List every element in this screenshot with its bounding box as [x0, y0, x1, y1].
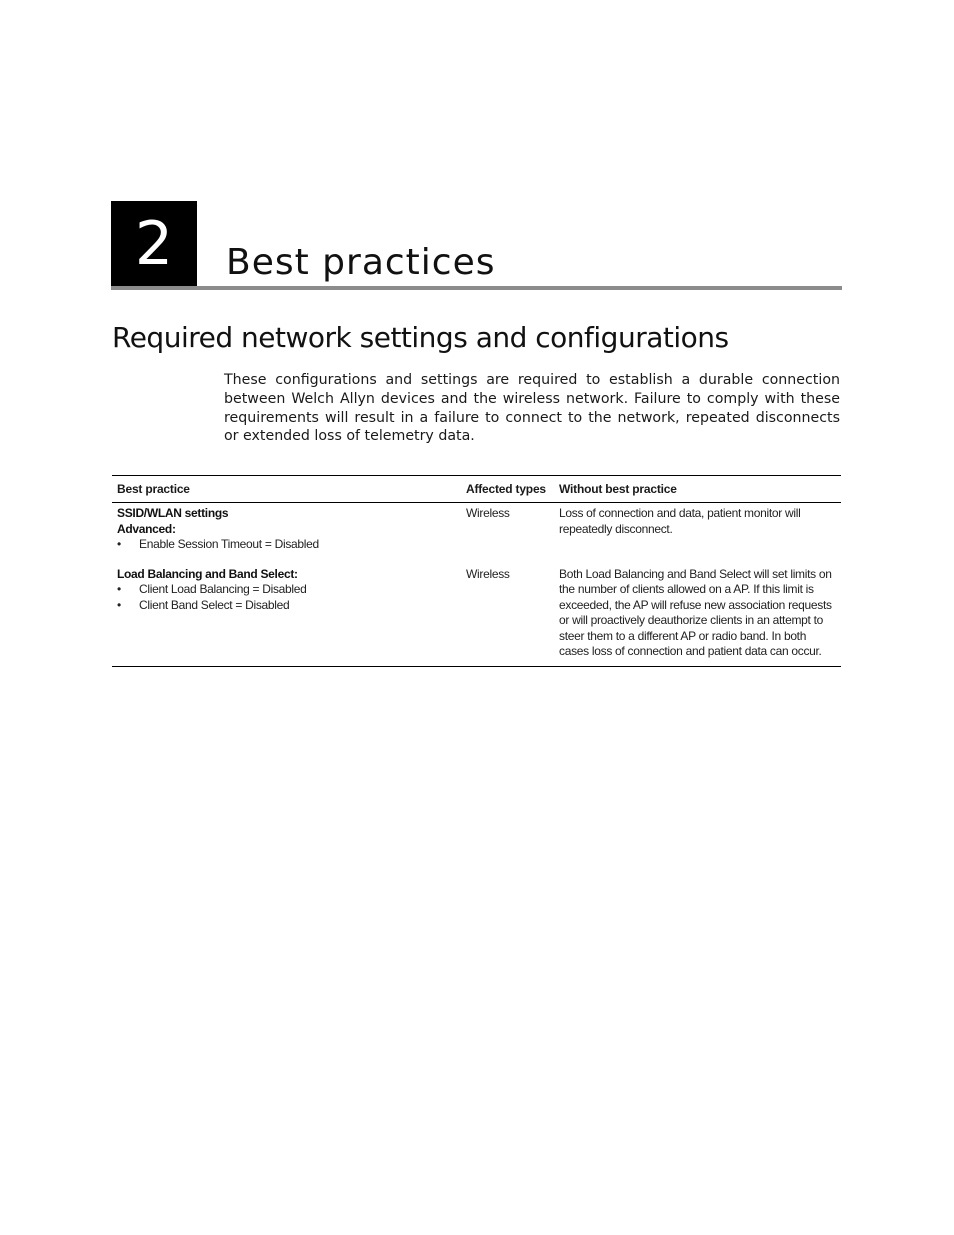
bullet-text: Enable Session Timeout = Disabled [139, 537, 319, 551]
list-item [117, 598, 466, 614]
header-without-best-practice: Without best practice [559, 482, 677, 496]
list-item [117, 582, 466, 598]
best-practices-table [112, 475, 841, 667]
bullet-text: Client Load Balancing = Disabled [139, 582, 307, 596]
list-item [117, 537, 466, 553]
intro-paragraph: These configurations and settings are required to establish a durable connection between Welch Allyn devices and the wireless network. Failure to comply with these requirements will result in a failure to connect to the network, repeated disconnects or extended loss of telemetry data. [224, 372, 840, 445]
bullet-glyph: • [117, 537, 121, 551]
chapter-rule [111, 286, 842, 290]
header-affected-types: Affected types [466, 482, 546, 496]
row-heading: Load Balancing and Band Select: [117, 566, 298, 581]
bullet-glyph: • [117, 597, 121, 612]
affected-type: Wireless [466, 566, 510, 581]
row-heading: SSID/WLAN settings [117, 506, 229, 520]
row-subheading: Advanced: [117, 521, 176, 536]
without-best-practice-text: Both Load Balancing and Band Select will set limits on the number of clients allowed on a AP. If this limit is exceeded, the AP will refuse new association requests or will proactively deauthorize clients in an attempt to steer them to a different AP or radio band. In both cases loss of connection and patient data can occur. [559, 566, 832, 658]
table-row [112, 553, 841, 666]
bullet-text: Client Band Select = Disabled [139, 597, 290, 612]
affected-type: Wireless [466, 506, 510, 520]
header-best-practice: Best practice [117, 482, 190, 496]
chapter-title: Best practices [226, 242, 496, 283]
bullet-glyph: • [117, 582, 121, 596]
table-row [112, 503, 841, 553]
section-title: Required network settings and configurations [112, 321, 729, 354]
table-header [112, 476, 841, 503]
without-best-practice-text: Loss of connection and data, patient monitor will repeatedly disconnect. [559, 506, 801, 536]
chapter-number: 2 [111, 201, 197, 287]
